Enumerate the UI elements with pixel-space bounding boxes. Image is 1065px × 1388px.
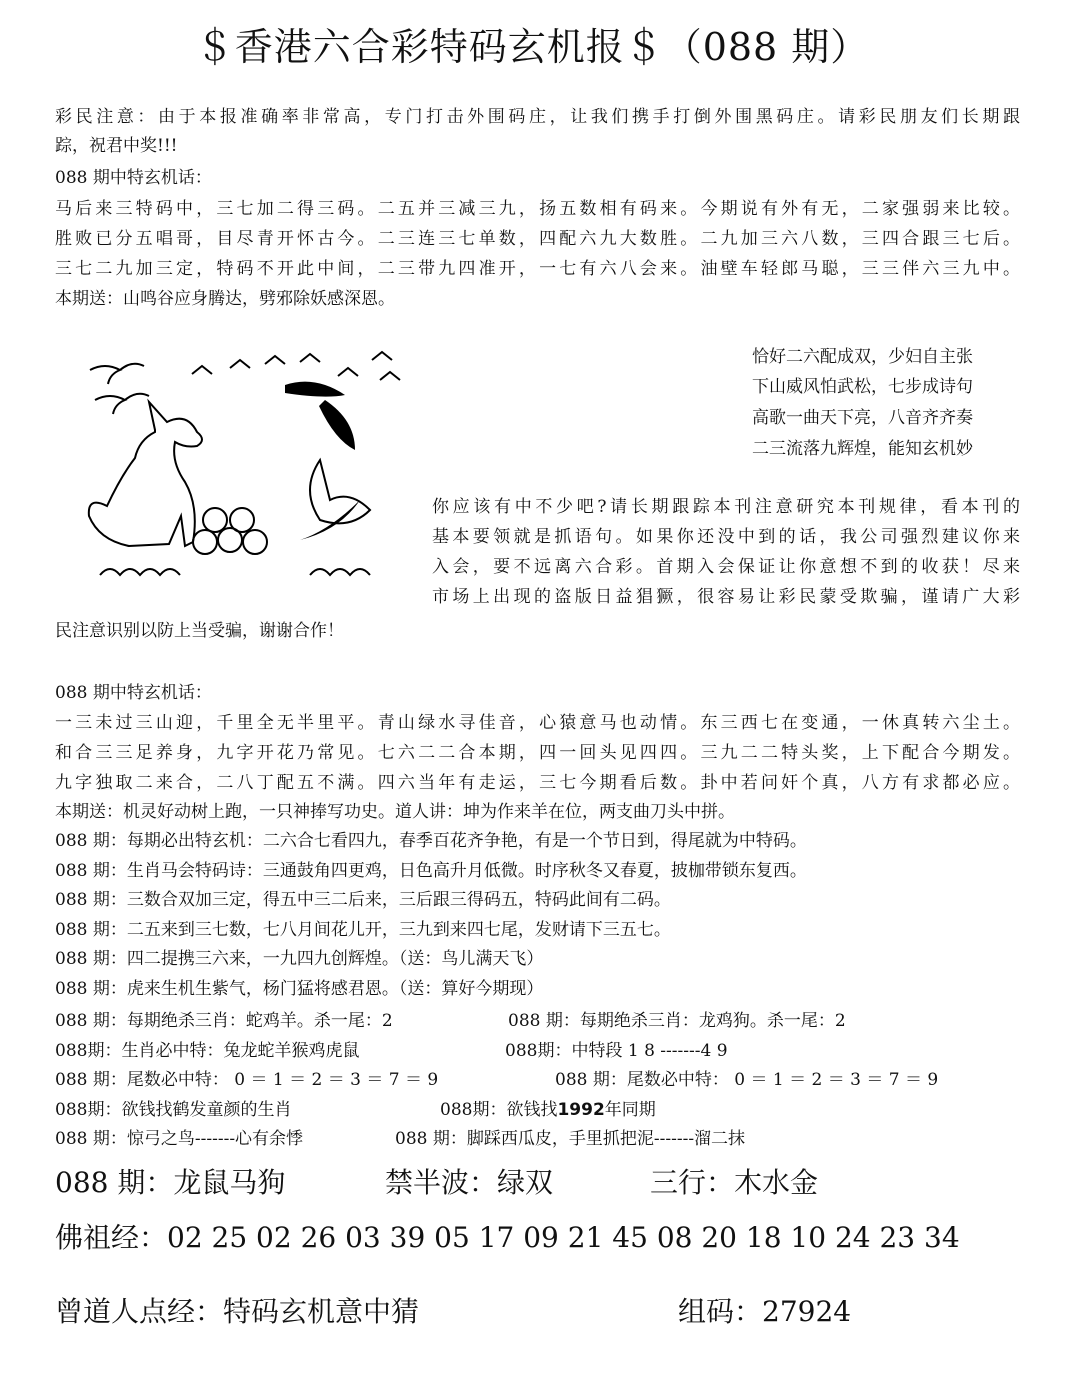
zodiac-pick: 088 期：龙鼠马狗 xyxy=(55,1166,286,1199)
section2-line: 一三未过三山迎，千里全无半里平。青山绿水寻佳音，心猿意马也动情。东三西七在变通，一休真转六尘土。 xyxy=(55,713,1020,733)
pair-right: 088 期：每期绝杀三肖：龙鸡狗。杀一尾：2 xyxy=(508,1011,846,1031)
bird-icon xyxy=(300,354,320,362)
pair-right: 088 期：尾数必中特： 0 ＝ 1 ＝ 2 ＝ 3 ＝ 7 ＝ 9 xyxy=(555,1070,939,1090)
pair-right-suffix: 年同期 xyxy=(604,1100,656,1120)
brush-stroke-icon xyxy=(319,400,355,450)
section2-heading: 088 期中特玄机话： xyxy=(55,683,212,703)
bird-icon xyxy=(90,364,144,384)
advert-line: 市场上出现的盗版日益猖獗，很容易让彩民蒙受欺骗，谨请广大彩 xyxy=(432,587,1020,607)
pair-right xyxy=(440,1100,656,1120)
dog-illustration xyxy=(60,340,420,600)
section2-line: 088 期：虎来生机生紫气，杨门猛将感君恩。（送：算好今期现） xyxy=(55,979,544,999)
coin-icon xyxy=(193,530,217,554)
fozu-numbers: 佛祖经：02 25 02 26 03 39 05 17 09 21 45 08 20 18 10 24 23 34 xyxy=(55,1221,960,1254)
coin-icon xyxy=(218,528,242,552)
bird-icon xyxy=(230,360,250,368)
section2-line: 和合三三足养身，九字开花乃常见。七六二二合本期，四一回头见四四。三九二二特头奖，上下配合今期发。 xyxy=(55,743,1020,763)
advert-line: 入会，要不远离六合彩。首期入会保证让你意想不到的收获！尽来 xyxy=(432,557,1020,577)
pair-left: 088期：生肖必中特：兔龙蛇羊猴鸡虎鼠 xyxy=(55,1041,360,1061)
dog-icon xyxy=(89,402,202,546)
section1-line: 本期送：山鸣谷应身腾达，劈邪除妖感深恩。 xyxy=(55,289,395,309)
section1-line: 胜败已分五唱哥，目尽青开怀古今。二三连三七单数，四配六九大数胜。二九加三六八数，三四合跟三七后。 xyxy=(55,229,1020,249)
san-xing: 三行：木水金 xyxy=(650,1166,819,1199)
poem-line: 高歌一曲天下亮，八音齐齐奏 xyxy=(752,408,973,428)
pair-left: 088 期：惊弓之鸟-------心有余悸 xyxy=(55,1129,304,1149)
zeng-daoren: 曾道人点经：特码玄机意中猜 xyxy=(55,1295,420,1328)
pair-left: 088 期：尾数必中特： 0 ＝ 1 ＝ 2 ＝ 3 ＝ 7 ＝ 9 xyxy=(55,1070,439,1090)
pair-left: 088 期：每期绝杀三肖：蛇鸡羊。杀一尾：2 xyxy=(55,1011,393,1031)
notice-line-1: 彩民注意：由于本报准确率非常高，专门打击外围码庄，让我们携手打倒外围黑码庄。请彩民朋友们长期跟 xyxy=(55,107,1020,127)
coin-icon xyxy=(243,530,267,554)
pair-right-prefix: 088期：欲钱找 xyxy=(440,1100,558,1120)
section2-line: 088 期：三数合双加三定，得五中三二后来，三后跟三得码五，特码此间有二码。 xyxy=(55,890,671,910)
zu-ma: 组码：27924 xyxy=(678,1295,852,1328)
page-title: ＄香港六合彩特码玄机报＄（088 期） xyxy=(195,25,870,69)
ban-bo: 禁半波：绿双 xyxy=(385,1166,554,1199)
poem-line: 下山威风怕武松，七步成诗句 xyxy=(752,377,973,397)
advert-last-line: 民注意识别以防上当受骗，谢谢合作！ xyxy=(55,621,344,641)
section1-heading: 088 期中特玄机话： xyxy=(55,168,212,188)
poem-line: 恰好二六配成双，少妇自主张 xyxy=(752,347,973,367)
pair-right: 088 期：脚踩西瓜皮，手里抓把泥-------溜二抹 xyxy=(395,1129,746,1149)
section1-line: 马后来三特码中，三七加二得三码。二五并三减三九，扬五数相有码来。今期说有外有无，二家强弱来比较。 xyxy=(55,199,1020,219)
bird-icon xyxy=(192,366,212,374)
section2-line: 088 期：每期必出特玄机：二六合七看四九，春季百花齐争艳，有是一个节日到，得尾就为中特码。 xyxy=(55,831,807,851)
section2-line: 088 期：生肖马会特码诗：三通鼓角四更鸡，日色高升月低微。时序秋冬又春夏，披枷带锁东复西。 xyxy=(55,861,807,881)
notice-line-2: 踪，祝君中奖!!! xyxy=(55,136,178,156)
pair-right: 088期：中特段 1 8 -------4 9 xyxy=(505,1041,728,1061)
brush-stroke-icon xyxy=(285,382,345,397)
coin-icon xyxy=(203,508,227,532)
bird-icon xyxy=(380,372,400,380)
advert-line: 基本要领就是抓语句。如果你还没中到的话，我公司强烈建议你来 xyxy=(432,527,1020,547)
poem-line: 二三流落九辉煌，能知玄机妙 xyxy=(752,439,973,459)
bird-icon xyxy=(372,352,392,360)
section2-line: 九字独取二来合，二八丁配五不满。四六当年有走运，三七今期看后数。卦中若问奸个真，八方有求都必应。 xyxy=(55,773,1020,793)
section2-line: 088 期：四二提携三六来，一九四九创辉煌。（送：鸟儿满天飞） xyxy=(55,949,544,969)
year-highlight: 1992 xyxy=(557,1100,605,1120)
bird-icon xyxy=(338,368,358,376)
section2-line: 本期送：机灵好动树上跑，一只神捧写功史。道人讲：坤为作来羊在位，两支曲刀头中拼。 xyxy=(55,802,735,822)
bird-icon xyxy=(95,394,149,414)
bird-icon xyxy=(265,356,285,364)
brush-stroke-icon xyxy=(300,500,360,540)
section1-line: 三七二九加三定，特码不开此中间，二三带九四准开，一七有六八会来。油壁车轻郎马聪，三三伴六三九中。 xyxy=(55,259,1020,279)
advert-line: 你应该有中不少吧?请长期跟踪本刊注意研究本刊规律，看本刊的 xyxy=(432,497,1020,517)
pair-left: 088期：欲钱找鹤发童颜的生肖 xyxy=(55,1100,292,1120)
section2-line: 088 期：二五来到三七数，七八月间花儿开，三九到来四七尾，发财请下三五七。 xyxy=(55,920,671,940)
